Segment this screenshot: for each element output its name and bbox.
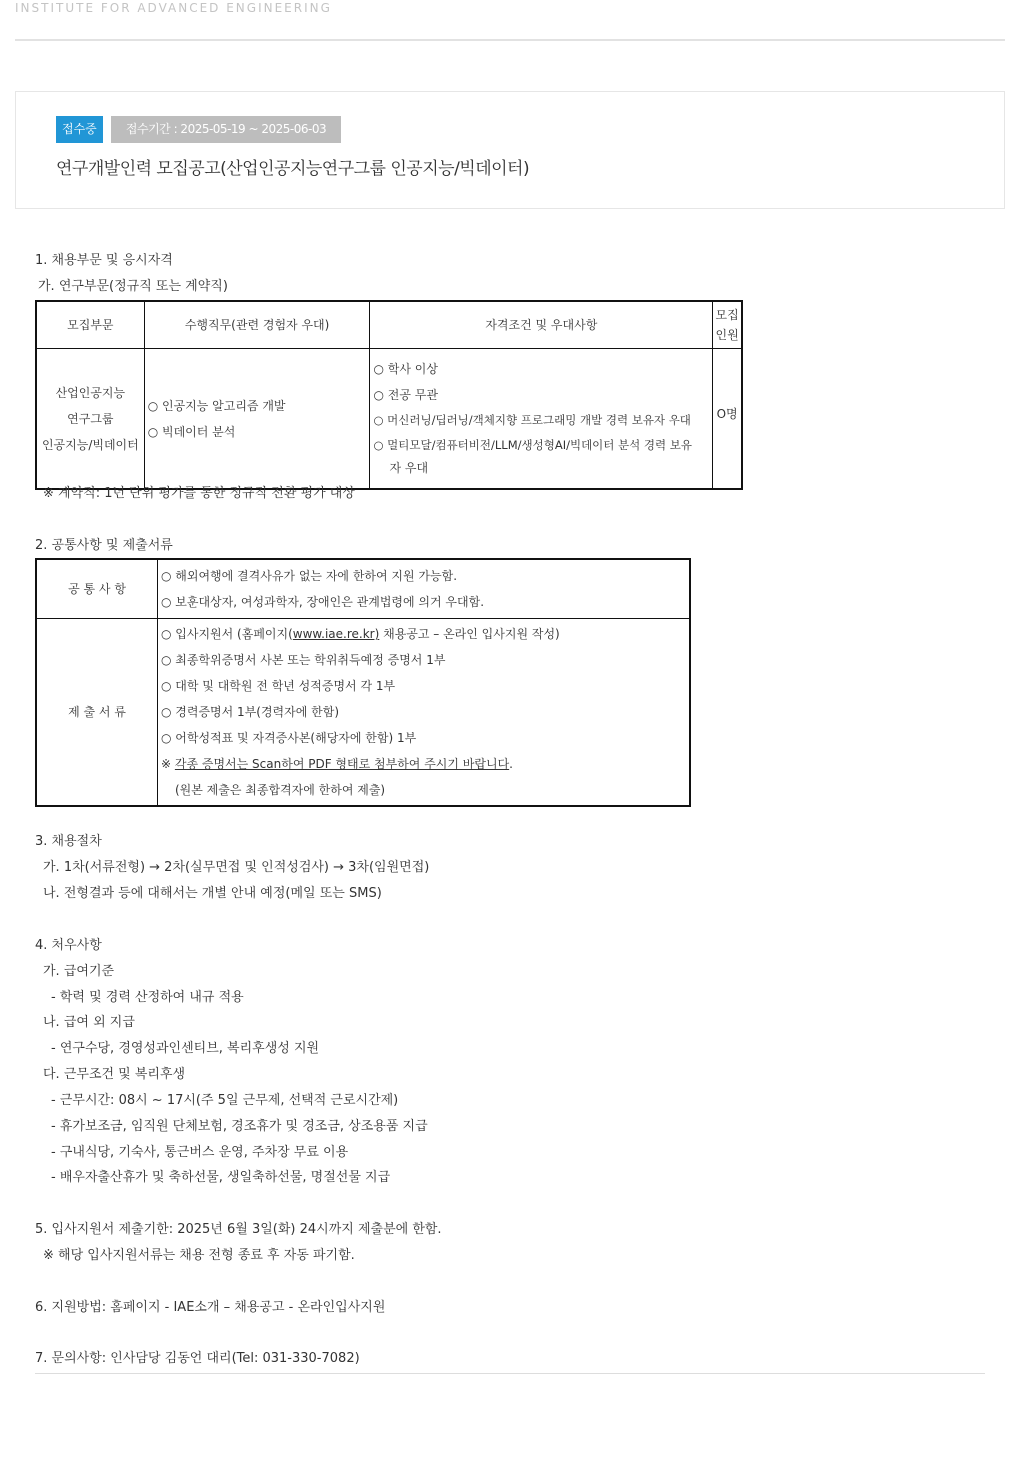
section-1-sub: 가. 연구부문(정규직 또는 계약직): [38, 279, 228, 294]
common-label: 공 통 사 항: [36, 559, 158, 619]
common-docs-table: [35, 558, 691, 807]
th-duty: 수행직무(관련 경험자 우대): [144, 301, 370, 349]
section-4-c: 다. 근무조건 및 복리후생: [43, 1067, 186, 1082]
section-5-title: 5. 입사지원서 제출기한: 2025년 6월 3일(화) 24시까지 제출분에 한함.: [35, 1222, 442, 1237]
section-4-title: 4. 처우사항: [35, 938, 102, 953]
td-duty: ○ 인공지능 알고리즘 개발 ○ 빅데이터 분석: [144, 349, 370, 490]
section-2-title: 2. 공통사항 및 제출서류: [35, 538, 173, 553]
org-name: INSTITUTE FOR ADVANCED ENGINEERING: [15, 1, 332, 15]
section-4-b1: - 연구수당, 경영성과인센티브, 복리후생성 지원: [51, 1041, 320, 1056]
section-4-c2: - 휴가보조금, 임직원 단체보험, 경조휴가 및 경조금, 상조용품 지급: [51, 1119, 428, 1134]
docs-note: ※ 각종 증명서는 Scan하여 PDF 형태로 첨부하여 주시기 바랍니다.: [161, 757, 513, 771]
section-4-c4: - 배우자출산휴가 및 축하선물, 생일축하선물, 명절선물 지급: [51, 1170, 391, 1185]
section-4-b: 나. 급여 외 지급: [43, 1015, 135, 1030]
notice-card: [15, 91, 1005, 209]
th-dept: 모집부문: [36, 301, 144, 349]
docs-content: ○ 입사지원서 (홈페이지(www.iae.re.kr) 채용공고 – 온라인 입사지원 작성) ○ 최종학위증명서 사본 또는 학위취득예정 증명서 1부 ○ 대학 및 대학원 전 학년 성적증명서 각 1부 ○ 경력증명서 1부(경력자에 한함) ○ 어학성적표 및 자격증사본(해당자에 한함) 1부 ※ 각종 증명서는 Scan하여 PDF 형태로 첨부하여 주시기 바랍니다. (원본 제출은 최종합격자에 한하여 제출): [158, 619, 691, 807]
common-content: ○ 해외여행에 결격사유가 없는 자에 한하여 지원 가능함. ○ 보훈대상자, 여성과학자, 장애인은 관계법령에 의거 우대함.: [158, 559, 691, 619]
period-badge: 접수기간 : 2025-05-19 ~ 2025-06-03: [111, 116, 341, 143]
section-3-title: 3. 채용절차: [35, 834, 102, 849]
section-4-c1: - 근무시간: 08시 ~ 17시(주 5일 근무제, 선택적 근로시간제): [51, 1093, 399, 1108]
header-divider: [15, 39, 1005, 41]
th-count: 모집 인원: [713, 301, 742, 349]
footer-divider: [35, 1373, 985, 1374]
section-3-b: 나. 전형결과 등에 대해서는 개별 안내 예정(메일 또는 SMS): [43, 886, 382, 901]
status-badge: 접수중: [56, 116, 103, 143]
section-5-note: ※ 해당 입사지원서류는 채용 전형 종료 후 자동 파기함.: [43, 1248, 355, 1263]
section-4-a: 가. 급여기준: [43, 964, 115, 979]
recruit-table: [35, 300, 743, 490]
section-7-title: 7. 문의사항: 인사담당 김동언 대리(Tel: 031-330-7082): [35, 1351, 360, 1366]
section-4-a1: - 학력 및 경력 산정하여 내규 적용: [51, 990, 244, 1005]
th-qual: 자격조건 및 우대사항: [370, 301, 713, 349]
docs-label: 제 출 서 류: [36, 619, 158, 807]
td-count: O명: [713, 349, 742, 490]
section-1-title: 1. 채용부문 및 응시자격: [35, 253, 173, 268]
section-6-title: 6. 지원방법: 홈페이지 - IAE소개 – 채용공고 - 온라인입사지원: [35, 1300, 386, 1315]
section-3-a: 가. 1차(서류전형) → 2차(실무면접 및 인적성검사) → 3차(임원면접): [43, 860, 430, 875]
contract-note: ※ 계약직: 1년 단위 평가를 통한 정규직 전환 평가 대상: [43, 486, 355, 501]
docs-item-application: ○ 입사지원서 (홈페이지(www.iae.re.kr) 채용공고 – 온라인 입사지원 작성): [161, 627, 560, 641]
td-dept: 산업인공지능 연구그룹 인공지능/빅데이터: [36, 349, 144, 490]
homepage-link[interactable]: www.iae.re.kr): [292, 627, 380, 641]
td-qual: ○ 학사 이상 ○ 전공 무관 ○ 머신러닝/딥러닝/객체지향 프로그래밍 개발 경력 보유자 우대 ○ 멀티모달/컴퓨터비전/LLM/생성형AI/빅데이터 분석 경력 보유 자 우대: [370, 349, 713, 490]
section-4-c3: - 구내식당, 기숙사, 통근버스 운영, 주차장 무료 이용: [51, 1145, 349, 1160]
page-title: 연구개발인력 모집공고(산업인공지능연구그룹 인공지능/빅데이터): [56, 159, 530, 179]
